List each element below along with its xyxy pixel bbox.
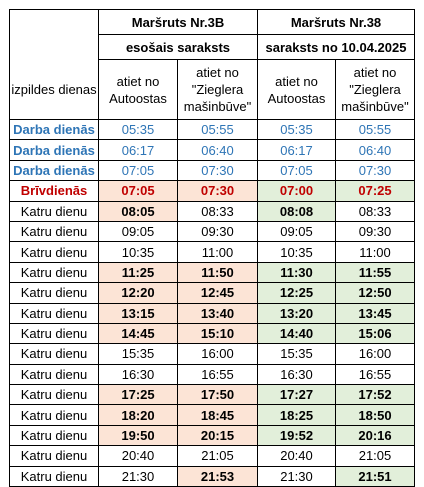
schedule-row — [10, 425, 415, 445]
day-cell: Katru dienu — [10, 221, 99, 241]
header-row-route — [10, 10, 415, 35]
current-zieglera-time: 21:05 — [178, 446, 258, 466]
current-zieglera-time: 16:00 — [178, 344, 258, 364]
current-zieglera-time: 11:50 — [178, 262, 258, 282]
current-autoosta-time: 06:17 — [99, 140, 178, 160]
current-zieglera-time: 20:15 — [178, 425, 258, 445]
day-cell: Katru dienu — [10, 201, 99, 221]
current-autoosta-time: 14:45 — [99, 323, 178, 343]
current-zieglera-time: 09:30 — [178, 221, 258, 241]
day-cell: Darba dienās — [10, 160, 99, 180]
current-autoosta-time: 16:30 — [99, 364, 178, 384]
new-zieglera-time: 09:30 — [336, 221, 415, 241]
day-cell: Darba dienās — [10, 120, 99, 140]
day-cell: Darba dienās — [10, 140, 99, 160]
new-autoosta-time: 13:20 — [258, 303, 336, 323]
new-zieglera-time: 16:55 — [336, 364, 415, 384]
schedule-row — [10, 242, 415, 262]
current-from-autoosta-header: atiet no Autoostas — [99, 60, 178, 120]
new-autoosta-time: 15:35 — [258, 344, 336, 364]
current-autoosta-time: 17:25 — [99, 385, 178, 405]
current-zieglera-time: 17:50 — [178, 385, 258, 405]
current-autoosta-time: 12:20 — [99, 283, 178, 303]
schedule-row — [10, 221, 415, 241]
schedule-row — [10, 344, 415, 364]
new-autoosta-time: 11:30 — [258, 262, 336, 282]
current-zieglera-time: 16:55 — [178, 364, 258, 384]
schedule-row — [10, 120, 415, 140]
day-cell: Katru dienu — [10, 242, 99, 262]
schedule-row — [10, 181, 415, 201]
current-autoosta-time: 08:05 — [99, 201, 178, 221]
schedule-row — [10, 405, 415, 425]
new-zieglera-time: 05:55 — [336, 120, 415, 140]
schedule-body — [10, 120, 415, 487]
current-autoosta-time: 09:05 — [99, 221, 178, 241]
new-autoosta-time: 20:40 — [258, 446, 336, 466]
new-zieglera-time: 08:33 — [336, 201, 415, 221]
current-zieglera-time: 12:45 — [178, 283, 258, 303]
new-from-zieglera-header: atiet no "Zieglera mašinbūve" — [336, 60, 415, 120]
day-cell: Katru dienu — [10, 323, 99, 343]
day-cell: Katru dienu — [10, 344, 99, 364]
new-zieglera-time: 07:25 — [336, 181, 415, 201]
day-cell: Katru dienu — [10, 466, 99, 486]
schedule-row — [10, 160, 415, 180]
schedule-row — [10, 323, 415, 343]
route-current-title: Maršruts Nr.3B — [99, 10, 258, 35]
schedule-row — [10, 466, 415, 486]
new-autoosta-time: 06:17 — [258, 140, 336, 160]
new-autoosta-time: 17:27 — [258, 385, 336, 405]
schedule-row — [10, 140, 415, 160]
schedule-row — [10, 385, 415, 405]
current-zieglera-time: 08:33 — [178, 201, 258, 221]
schedule-row — [10, 262, 415, 282]
day-cell: Katru dienu — [10, 446, 99, 466]
current-autoosta-time: 07:05 — [99, 181, 178, 201]
new-zieglera-time: 17:52 — [336, 385, 415, 405]
new-autoosta-time: 14:40 — [258, 323, 336, 343]
new-autoosta-time: 18:25 — [258, 405, 336, 425]
days-column-header: izpildes dienas — [10, 60, 99, 120]
new-zieglera-time: 12:50 — [336, 283, 415, 303]
new-zieglera-time: 20:16 — [336, 425, 415, 445]
current-autoosta-time: 10:35 — [99, 242, 178, 262]
new-zieglera-time: 21:51 — [336, 466, 415, 486]
day-cell: Katru dienu — [10, 364, 99, 384]
schedule-table — [9, 9, 415, 487]
new-autoosta-time: 07:00 — [258, 181, 336, 201]
new-autoosta-time: 08:08 — [258, 201, 336, 221]
current-autoosta-time: 21:30 — [99, 466, 178, 486]
current-zieglera-time: 07:30 — [178, 160, 258, 180]
header-row-subtitle — [10, 35, 415, 60]
current-autoosta-time: 15:35 — [99, 344, 178, 364]
header-row-columns — [10, 60, 415, 120]
current-from-zieglera-header: atiet no "Zieglera mašinbūve" — [178, 60, 258, 120]
current-autoosta-time: 11:25 — [99, 262, 178, 282]
day-cell: Katru dienu — [10, 303, 99, 323]
new-zieglera-time: 15:06 — [336, 323, 415, 343]
current-zieglera-time: 07:30 — [178, 181, 258, 201]
new-autoosta-time: 05:35 — [258, 120, 336, 140]
new-zieglera-time: 06:40 — [336, 140, 415, 160]
new-zieglera-time: 11:00 — [336, 242, 415, 262]
new-autoosta-time: 09:05 — [258, 221, 336, 241]
current-zieglera-time: 05:55 — [178, 120, 258, 140]
current-zieglera-time: 13:40 — [178, 303, 258, 323]
current-autoosta-time: 05:35 — [99, 120, 178, 140]
route-new-subtitle: saraksts no 10.04.2025 — [258, 35, 415, 60]
schedule-row — [10, 446, 415, 466]
current-zieglera-time: 21:53 — [178, 466, 258, 486]
schedule-row — [10, 364, 415, 384]
new-autoosta-time: 07:05 — [258, 160, 336, 180]
new-autoosta-time: 10:35 — [258, 242, 336, 262]
header-corner-cell-2 — [10, 35, 99, 60]
new-autoosta-time: 19:52 — [258, 425, 336, 445]
day-cell: Brīvdienās — [10, 181, 99, 201]
day-cell: Katru dienu — [10, 385, 99, 405]
new-zieglera-time: 21:05 — [336, 446, 415, 466]
current-autoosta-time: 18:20 — [99, 405, 178, 425]
new-zieglera-time: 16:00 — [336, 344, 415, 364]
schedule-row — [10, 303, 415, 323]
new-autoosta-time: 21:30 — [258, 466, 336, 486]
route-current-subtitle: esošais saraksts — [99, 35, 258, 60]
new-autoosta-time: 12:25 — [258, 283, 336, 303]
new-zieglera-time: 11:55 — [336, 262, 415, 282]
current-autoosta-time: 20:40 — [99, 446, 178, 466]
new-from-autoosta-header: atiet no Autoostas — [258, 60, 336, 120]
day-cell: Katru dienu — [10, 405, 99, 425]
current-zieglera-time: 06:40 — [178, 140, 258, 160]
current-zieglera-time: 11:00 — [178, 242, 258, 262]
current-autoosta-time: 07:05 — [99, 160, 178, 180]
current-autoosta-time: 19:50 — [99, 425, 178, 445]
schedule-row — [10, 283, 415, 303]
route-new-title: Maršruts Nr.38 — [258, 10, 415, 35]
current-zieglera-time: 18:45 — [178, 405, 258, 425]
day-cell: Katru dienu — [10, 283, 99, 303]
header-corner-cell — [10, 10, 99, 35]
new-autoosta-time: 16:30 — [258, 364, 336, 384]
current-zieglera-time: 15:10 — [178, 323, 258, 343]
new-zieglera-time: 18:50 — [336, 405, 415, 425]
current-autoosta-time: 13:15 — [99, 303, 178, 323]
new-zieglera-time: 13:45 — [336, 303, 415, 323]
day-cell: Katru dienu — [10, 262, 99, 282]
schedule-row — [10, 201, 415, 221]
new-zieglera-time: 07:30 — [336, 160, 415, 180]
day-cell: Katru dienu — [10, 425, 99, 445]
